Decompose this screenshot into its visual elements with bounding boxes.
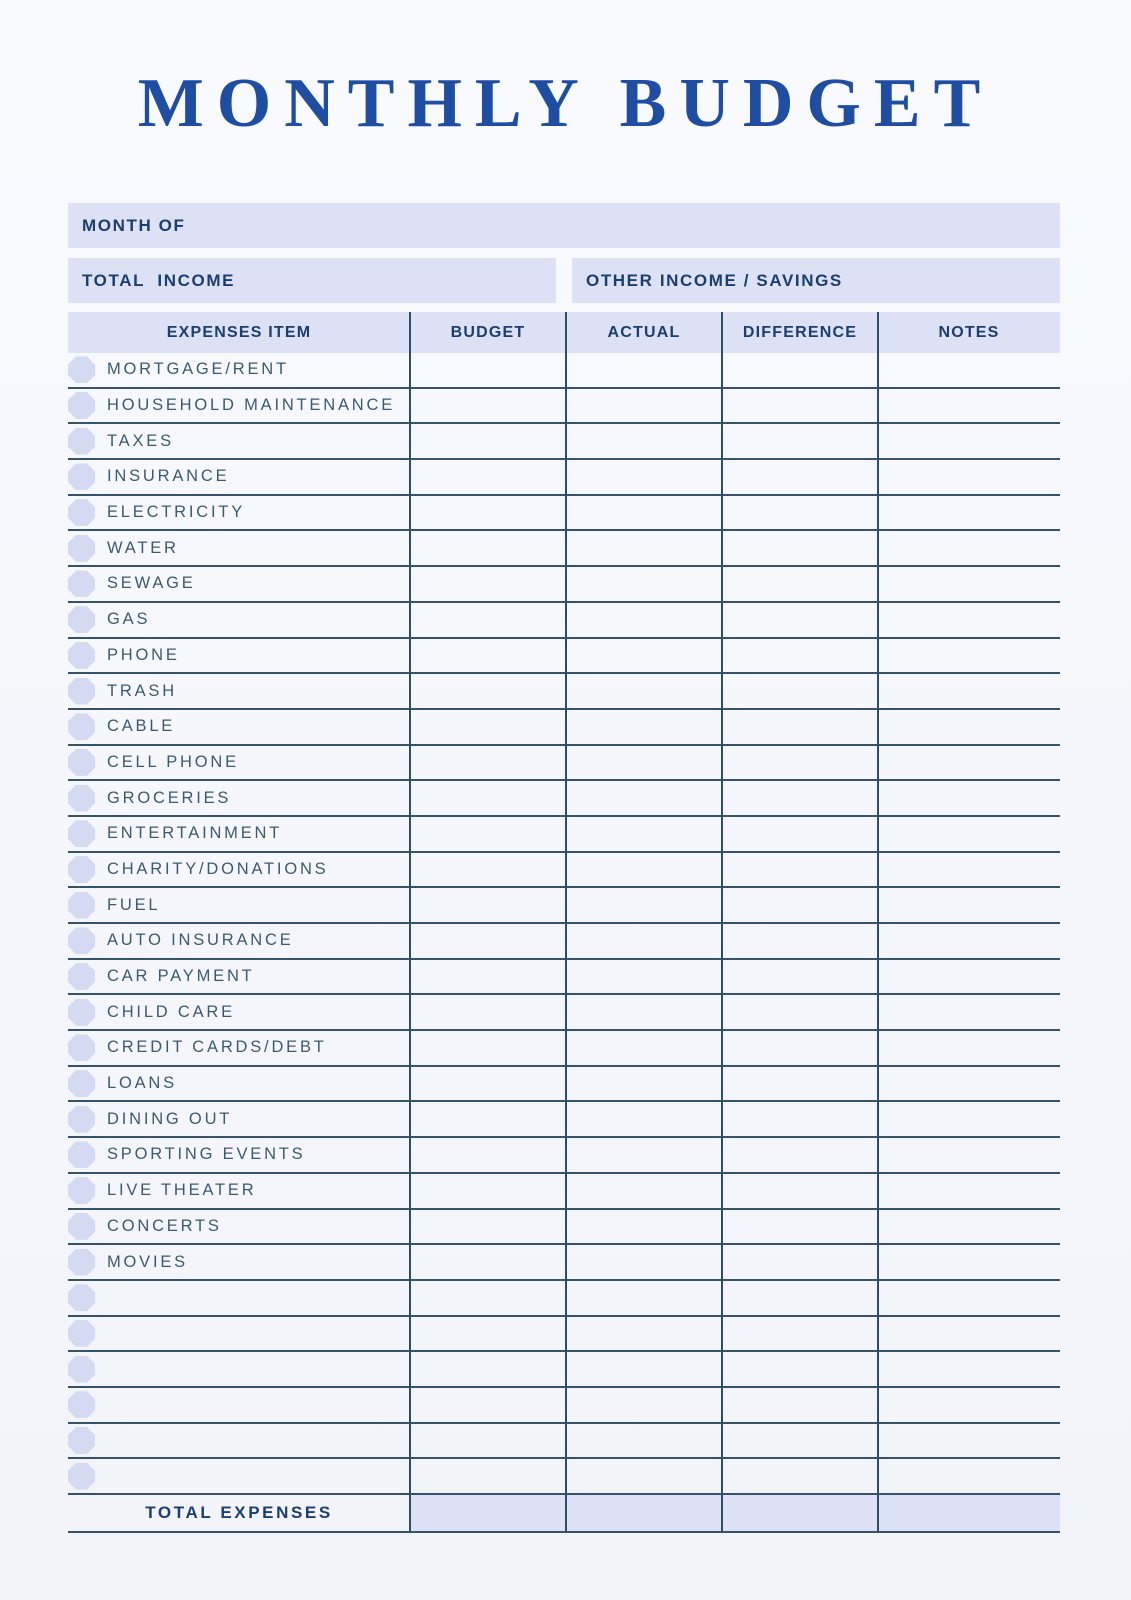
notes-cell[interactable] [878,1174,1060,1208]
bullet-icon [68,1356,95,1383]
bullet-icon [68,678,95,705]
notes-cell[interactable] [878,888,1060,922]
actual-cell[interactable] [566,389,722,423]
difference-cell[interactable] [722,1210,878,1244]
expenses-table [68,312,1060,1533]
actual-cell[interactable] [566,531,722,565]
expense-item-cell [68,1067,410,1101]
difference-cell[interactable] [722,389,878,423]
notes-cell[interactable] [878,1210,1060,1244]
bullet-icon [68,535,95,562]
total-expenses-label-cell [68,1495,410,1531]
notes-cell[interactable] [878,1102,1060,1136]
expense-row [68,1031,1060,1067]
header-difference: DIFFERENCE [742,323,858,341]
bullet-icon [68,1070,95,1097]
notes-cell[interactable] [878,460,1060,494]
difference-cell[interactable] [722,995,878,1029]
difference-cell[interactable] [722,460,878,494]
expense-item-cell [68,1281,410,1315]
difference-cell[interactable] [722,353,878,387]
expense-item-label: SEWAGE [107,574,196,593]
bullet-icon [68,785,95,812]
expense-row [68,746,1060,782]
bullet-icon [68,1106,95,1133]
income-section [68,258,1060,303]
expense-item-cell [68,888,410,922]
difference-cell[interactable] [722,603,878,637]
budget-cell[interactable] [410,781,566,815]
expense-item-cell [68,1174,410,1208]
expense-item-cell [68,353,410,387]
budget-cell[interactable] [410,1174,566,1208]
notes-cell[interactable] [878,995,1060,1029]
expense-item-cell [68,781,410,815]
notes-cell[interactable] [878,531,1060,565]
notes-cell[interactable] [878,924,1060,958]
notes-cell[interactable] [878,1317,1060,1351]
budget-cell[interactable] [410,353,566,387]
actual-cell[interactable] [566,1317,722,1351]
expense-row [68,924,1060,960]
expense-row [68,567,1060,603]
expense-item-cell [68,639,410,673]
bullet-icon [68,927,95,954]
actual-cell[interactable] [566,1245,722,1279]
actual-cell[interactable] [566,424,722,458]
total-notes-cell[interactable] [878,1495,1060,1531]
actual-cell[interactable] [566,353,722,387]
notes-cell[interactable] [878,1281,1060,1315]
expense-row [68,1210,1060,1246]
bullet-icon [68,713,95,740]
actual-cell[interactable] [566,853,722,887]
expense-row [68,995,1060,1031]
expense-row [68,1067,1060,1103]
header-budget: BUDGET [450,323,526,341]
difference-cell[interactable] [722,817,878,851]
expense-item-cell [68,746,410,780]
expense-row [68,1424,1060,1460]
expense-row [68,1174,1060,1210]
notes-cell[interactable] [878,1138,1060,1172]
difference-cell[interactable] [722,1245,878,1279]
actual-cell[interactable] [566,674,722,708]
notes-cell[interactable] [878,853,1060,887]
actual-cell[interactable] [566,496,722,530]
column-divider [565,312,567,1533]
expense-item-cell [68,960,410,994]
bullet-icon [68,1177,95,1204]
bullet-icon [68,392,95,419]
expense-item-cell [68,1138,410,1172]
difference-cell[interactable] [722,781,878,815]
notes-cell[interactable] [878,1352,1060,1386]
expense-item-cell [68,424,410,458]
difference-cell[interactable] [722,1388,878,1422]
actual-cell[interactable] [566,960,722,994]
expense-row [68,1388,1060,1424]
budget-cell[interactable] [410,1245,566,1279]
expense-item-label: ELECTRICITY [107,503,246,522]
notes-cell[interactable] [878,1031,1060,1065]
actual-cell[interactable] [566,567,722,601]
expense-row [68,960,1060,996]
actual-cell[interactable] [566,1459,722,1493]
expense-row [68,1317,1060,1353]
difference-cell[interactable] [722,567,878,601]
expense-item-label: INSURANCE [107,467,230,486]
actual-cell[interactable] [566,1102,722,1136]
notes-cell[interactable] [878,567,1060,601]
notes-cell[interactable] [878,1067,1060,1101]
notes-cell[interactable] [878,781,1060,815]
expense-item-label: CREDIT CARDS/DEBT [107,1038,327,1057]
budget-cell[interactable] [410,924,566,958]
expense-item-label: FUEL [107,895,161,914]
expense-row [68,1459,1060,1495]
expense-item-label: PHONE [107,645,180,664]
expense-item-cell [68,853,410,887]
column-divider [877,312,879,1533]
expense-item-label: CAR PAYMENT [107,967,255,986]
bullet-icon [68,463,95,490]
bullet-icon [68,642,95,669]
expense-item-label: CELL PHONE [107,752,239,771]
difference-cell[interactable] [722,1459,878,1493]
expense-row [68,353,1060,389]
budget-cell[interactable] [410,531,566,565]
expense-row [68,674,1060,710]
expense-item-cell [68,1317,410,1351]
expense-row [68,817,1060,853]
difference-cell[interactable] [722,853,878,887]
notes-cell[interactable] [878,603,1060,637]
bullet-icon [68,1034,95,1061]
month-of-field[interactable] [68,203,1060,248]
budget-cell[interactable] [410,746,566,780]
actual-cell[interactable] [566,888,722,922]
expense-row [68,1352,1060,1388]
difference-cell[interactable] [722,531,878,565]
expense-item-label: DINING OUT [107,1109,233,1128]
expense-item-label: ENTERTAINMENT [107,824,283,843]
actual-cell[interactable] [566,1388,722,1422]
bullet-icon [68,999,95,1026]
month-of-label: MONTH OF [82,215,186,235]
budget-cell[interactable] [410,1352,566,1386]
expense-row [68,531,1060,567]
bullet-icon [68,499,95,526]
bullet-icon [68,1320,95,1347]
budget-cell[interactable] [410,496,566,530]
bullet-icon [68,1249,95,1276]
bullet-icon [68,1463,95,1490]
expense-item-cell [68,1459,410,1493]
budget-cell[interactable] [410,1031,566,1065]
budget-cell[interactable] [410,1067,566,1101]
actual-cell[interactable] [566,710,722,744]
notes-cell[interactable] [878,353,1060,387]
other-income-savings-label: OTHER INCOME / SAVINGS [586,270,843,290]
notes-cell[interactable] [878,674,1060,708]
expense-item-label: CABLE [107,717,176,736]
budget-cell[interactable] [410,389,566,423]
difference-cell[interactable] [722,674,878,708]
bullet-icon [68,1284,95,1311]
total-expenses-row [68,1495,1060,1533]
budget-cell[interactable] [410,710,566,744]
notes-cell[interactable] [878,746,1060,780]
difference-cell[interactable] [722,424,878,458]
total-budget-cell[interactable] [410,1495,566,1531]
expense-item-cell [68,710,410,744]
expense-row [68,1245,1060,1281]
expense-item-label: MOVIES [107,1252,188,1271]
difference-cell[interactable] [722,888,878,922]
expense-item-label: LIVE THEATER [107,1181,257,1200]
expense-row [68,460,1060,496]
actual-cell[interactable] [566,1424,722,1458]
budget-cell[interactable] [410,424,566,458]
expense-row [68,639,1060,675]
expense-row [68,1138,1060,1174]
expense-item-label: MORTGAGE/RENT [107,360,289,379]
expense-item-cell [68,1031,410,1065]
notes-cell[interactable] [878,1245,1060,1279]
notes-cell[interactable] [878,710,1060,744]
expense-item-label: SPORTING EVENTS [107,1145,306,1164]
expense-item-label: CONCERTS [107,1216,222,1235]
notes-cell[interactable] [878,496,1060,530]
expense-item-cell [68,924,410,958]
budget-cell[interactable] [410,1388,566,1422]
budget-cell[interactable] [410,888,566,922]
expense-item-label: WATER [107,538,179,557]
expense-row [68,603,1060,639]
header-notes: NOTES [938,323,1000,341]
expense-item-cell [68,1352,410,1386]
expense-row [68,389,1060,425]
expense-item-cell [68,460,410,494]
expense-row [68,888,1060,924]
difference-cell[interactable] [722,1352,878,1386]
bullet-icon [68,1141,95,1168]
expense-item-cell [68,995,410,1029]
bullet-icon [68,820,95,847]
budget-cell[interactable] [410,1317,566,1351]
total-income-label: TOTAL INCOME [82,270,236,290]
budget-cell[interactable] [410,995,566,1029]
actual-cell[interactable] [566,781,722,815]
difference-cell[interactable] [722,1424,878,1458]
difference-cell[interactable] [722,496,878,530]
difference-cell[interactable] [722,1317,878,1351]
bullet-icon [68,892,95,919]
expense-item-label: TAXES [107,431,174,450]
budget-cell[interactable] [410,1424,566,1458]
actual-cell[interactable] [566,995,722,1029]
expense-item-cell [68,1210,410,1244]
expense-item-label: CHILD CARE [107,1002,235,1021]
expense-row [68,424,1060,460]
difference-cell[interactable] [722,924,878,958]
expense-item-cell [68,496,410,530]
actual-cell[interactable] [566,1174,722,1208]
column-divider [409,312,411,1533]
notes-cell[interactable] [878,424,1060,458]
difference-cell[interactable] [722,1102,878,1136]
expense-item-label: CHARITY/DONATIONS [107,859,329,878]
actual-cell[interactable] [566,817,722,851]
bullet-icon [68,749,95,776]
other-income-savings-field[interactable] [572,258,1060,303]
actual-cell[interactable] [566,1281,722,1315]
bullet-icon [68,856,95,883]
budget-cell[interactable] [410,853,566,887]
budget-cell[interactable] [410,1210,566,1244]
difference-cell[interactable] [722,960,878,994]
notes-cell[interactable] [878,639,1060,673]
bullet-icon [68,570,95,597]
notes-cell[interactable] [878,1388,1060,1422]
bullet-icon [68,963,95,990]
budget-cell[interactable] [410,960,566,994]
difference-cell[interactable] [722,746,878,780]
page-title: MONTHLY BUDGET [137,65,994,142]
total-actual-cell[interactable] [566,1495,722,1531]
difference-cell[interactable] [722,1281,878,1315]
expense-item-label: AUTO INSURANCE [107,931,294,950]
expense-item-label: LOANS [107,1074,177,1093]
expense-row [68,710,1060,746]
difference-cell[interactable] [722,1174,878,1208]
actual-cell[interactable] [566,603,722,637]
expense-item-cell [68,531,410,565]
budget-cell[interactable] [410,1102,566,1136]
expense-item-cell [68,603,410,637]
expense-row [68,1281,1060,1317]
expense-item-cell [68,817,410,851]
budget-cell[interactable] [410,1459,566,1493]
header-actual: ACTUAL [607,323,681,341]
expenses-table-header [68,312,1060,353]
difference-cell[interactable] [722,639,878,673]
expense-row [68,496,1060,532]
expense-item-label: TRASH [107,681,177,700]
expense-item-cell [68,1102,410,1136]
expense-item-cell [68,674,410,708]
actual-cell[interactable] [566,639,722,673]
notes-cell[interactable] [878,1459,1060,1493]
header-expenses-item: EXPENSES ITEM [166,323,312,341]
notes-cell[interactable] [878,389,1060,423]
expense-rows [68,353,1060,1495]
expense-item-cell [68,389,410,423]
budget-cell[interactable] [410,817,566,851]
expense-row [68,853,1060,889]
notes-cell[interactable] [878,960,1060,994]
expense-row [68,781,1060,817]
expense-item-cell [68,1245,410,1279]
actual-cell[interactable] [566,1210,722,1244]
total-expenses-label: TOTAL EXPENSES [145,1503,333,1522]
budget-cell[interactable] [410,674,566,708]
budget-cell[interactable] [410,460,566,494]
actual-cell[interactable] [566,1352,722,1386]
expense-item-cell [68,1388,410,1422]
expense-row [68,1102,1060,1138]
actual-cell[interactable] [566,460,722,494]
actual-cell[interactable] [566,1138,722,1172]
difference-cell[interactable] [722,710,878,744]
actual-cell[interactable] [566,924,722,958]
bullet-icon [68,356,95,383]
difference-cell[interactable] [722,1067,878,1101]
expense-item-cell [68,1424,410,1458]
expense-item-label: HOUSEHOLD MAINTENANCE [107,396,395,415]
actual-cell[interactable] [566,1031,722,1065]
notes-cell[interactable] [878,817,1060,851]
column-divider [721,312,723,1533]
budget-cell[interactable] [410,1138,566,1172]
budget-cell[interactable] [410,603,566,637]
total-income-field[interactable] [68,258,556,303]
budget-cell[interactable] [410,567,566,601]
budget-cell[interactable] [410,1281,566,1315]
expense-item-label: GROCERIES [107,788,232,807]
bullet-icon [68,428,95,455]
bullet-icon [68,606,95,633]
actual-cell[interactable] [566,746,722,780]
expense-item-cell [68,567,410,601]
bullet-icon [68,1427,95,1454]
bullet-icon [68,1213,95,1240]
bullet-icon [68,1391,95,1418]
difference-cell[interactable] [722,1031,878,1065]
notes-cell[interactable] [878,1424,1060,1458]
total-difference-cell[interactable] [722,1495,878,1531]
actual-cell[interactable] [566,1067,722,1101]
expense-item-label: GAS [107,610,151,629]
difference-cell[interactable] [722,1138,878,1172]
budget-cell[interactable] [410,639,566,673]
